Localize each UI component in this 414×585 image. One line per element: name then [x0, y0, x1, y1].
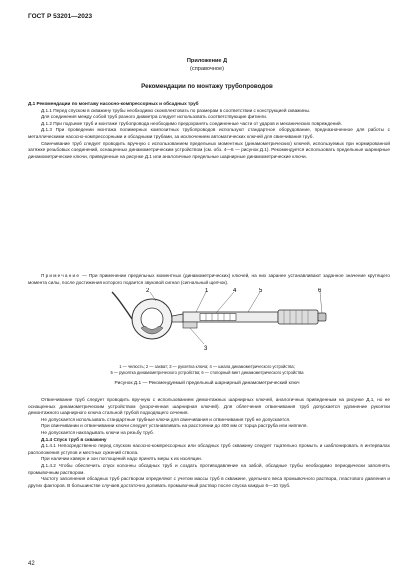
appendix-type: (справочное) [190, 66, 224, 72]
paragraph: При наличии каверн и зон поглощений надо принять меры к их изоляции. [41, 456, 202, 462]
text-block-top [28, 101, 390, 160]
jaw-hook [112, 292, 132, 319]
callout-3: 3 [204, 346, 208, 352]
wrench-figure [88, 288, 338, 360]
figure-legend-line-2: 5 — рукоятка динамометрического устройства; 6 — стопорный винт динамометрического устройства [110, 370, 304, 375]
callout-5: 5 [259, 288, 263, 294]
callout-1: 1 [205, 288, 209, 294]
section-heading: Д.1.4 Спуск труб в скважину [41, 436, 107, 442]
paragraph: Для соединения между собой труб разного диаметра следует использовать соответствующие фитинги. [41, 114, 268, 120]
standard-header: ГОСТ Р 53201—2023 [28, 13, 93, 20]
jaw-neck [172, 314, 183, 322]
paragraph: При свинчивании и отвинчивании ключи следует устанавливать на расстоянии до 400 мм от торца раструба или ниппеля. [41, 423, 308, 429]
figure-caption: Рисунок Д.1 — Рекомендуемый предельный шарнирный динамометрический ключ [114, 381, 300, 386]
paragraph: Д.1.2 При подъеме труб и монтаже трубопровода необходимо предохранять соединенные части от ударов и механических повреждений. [41, 120, 342, 126]
paragraph: Д.1.3 При проведении монтажа полимерных композитных трубопроводов используют стандартное оборудование, предназначенное для работы с металлическими насосно-компрессорными и обсадными трубами, за исключением автоматических ключей для свинчивания труб. [28, 127, 390, 139]
note-lead: Примечание [41, 273, 81, 278]
callout-6: 6 [318, 288, 322, 294]
text-block-bottom [28, 397, 390, 489]
appendix-label: Приложение Д [186, 58, 228, 64]
paragraph: Частоту заполнения обсадных труб раствором определяют с учетом массы труб в скважине, удельного веса промывочного раствора, пластового давления и других факторов. В большинстве случаев достаточно доливать промывочный раствор после спуска каждых 6—10 труб. [28, 476, 390, 488]
page-number: 42 [28, 561, 35, 567]
section-heading: Д.1 Рекомендации по монтажу насосно-компрессорных и обсадных труб [28, 101, 199, 106]
callout-2: 2 [146, 288, 150, 294]
appendix-title: Рекомендации по монтажу трубопроводов [141, 83, 273, 90]
lock-screw [318, 313, 326, 321]
paragraph: Не допускается использовать стандартные трубные ключи для свинчивания и отвинчивания труб не допускается. [41, 416, 291, 422]
paragraph: Не допускается накладывать ключи на резьбу труб. [41, 429, 155, 435]
pivot-block [183, 322, 197, 328]
paragraph: Свинчивание труб следует проводить вручную с использованием предельных моментных (динамометрических) ключей, используемых при нормированной затяжке резьбовых соединений, оснащенных динамометрическим устройством (см. обз. 4—6 — рисунок Д.1). Рекомендуется использовать предельные шарнирные динамометрические ключи, приведенные на рисунке Д.1 или аналогичные предельные шарнирные динамометрические ключи. [28, 140, 390, 159]
paragraph: Д.1.4.2 Чтобы обеспечить спуск колонны обсадных труб и создать противодавление на забой, обсадные трубы необходимо периодически заполнять промывочным раствором. [28, 462, 390, 475]
paragraph: Д.1.4.1 Непосредственно перед спуском насосно-компрессорных или обсадных труб скважину следует тщательно промыть и шаблонировать в интервалах расположения уступов и местных сужений ствола. [28, 443, 390, 455]
note-text: — При применении предельных моментных (динамометрических) ключей, на них заранее устанавливают заданное значение крутящего момента силы, после достижения которого подается звуковой сигнал (сигнальный щелчок). [28, 273, 390, 285]
callout-4: 4 [233, 288, 237, 294]
note [28, 273, 390, 286]
paragraph: Отвинчивание труб следует проводить вручную с использованием демонтажных шарнирных ключей, аналогичных приведенным на рисунке Д.1, но не оснащенных динамометрическим устройством (укороченная шарнирная ключей). Для облегчения отвинчивания труб допускается удлинение рукоятки демонтажного шарнирного ключа стальной трубой подходящего сечения. [28, 397, 390, 416]
paragraph: Д.1.1 Перед спуском в скважину трубы необходимо скомплектовать по размерам в соответствии с конструкцией скважины. [41, 107, 311, 113]
figure-legend-line-1: 1 — челюсть; 2 — захват; 3 — рукоятка ключа; 4 — шкала динамометрического устройства; [119, 364, 295, 369]
